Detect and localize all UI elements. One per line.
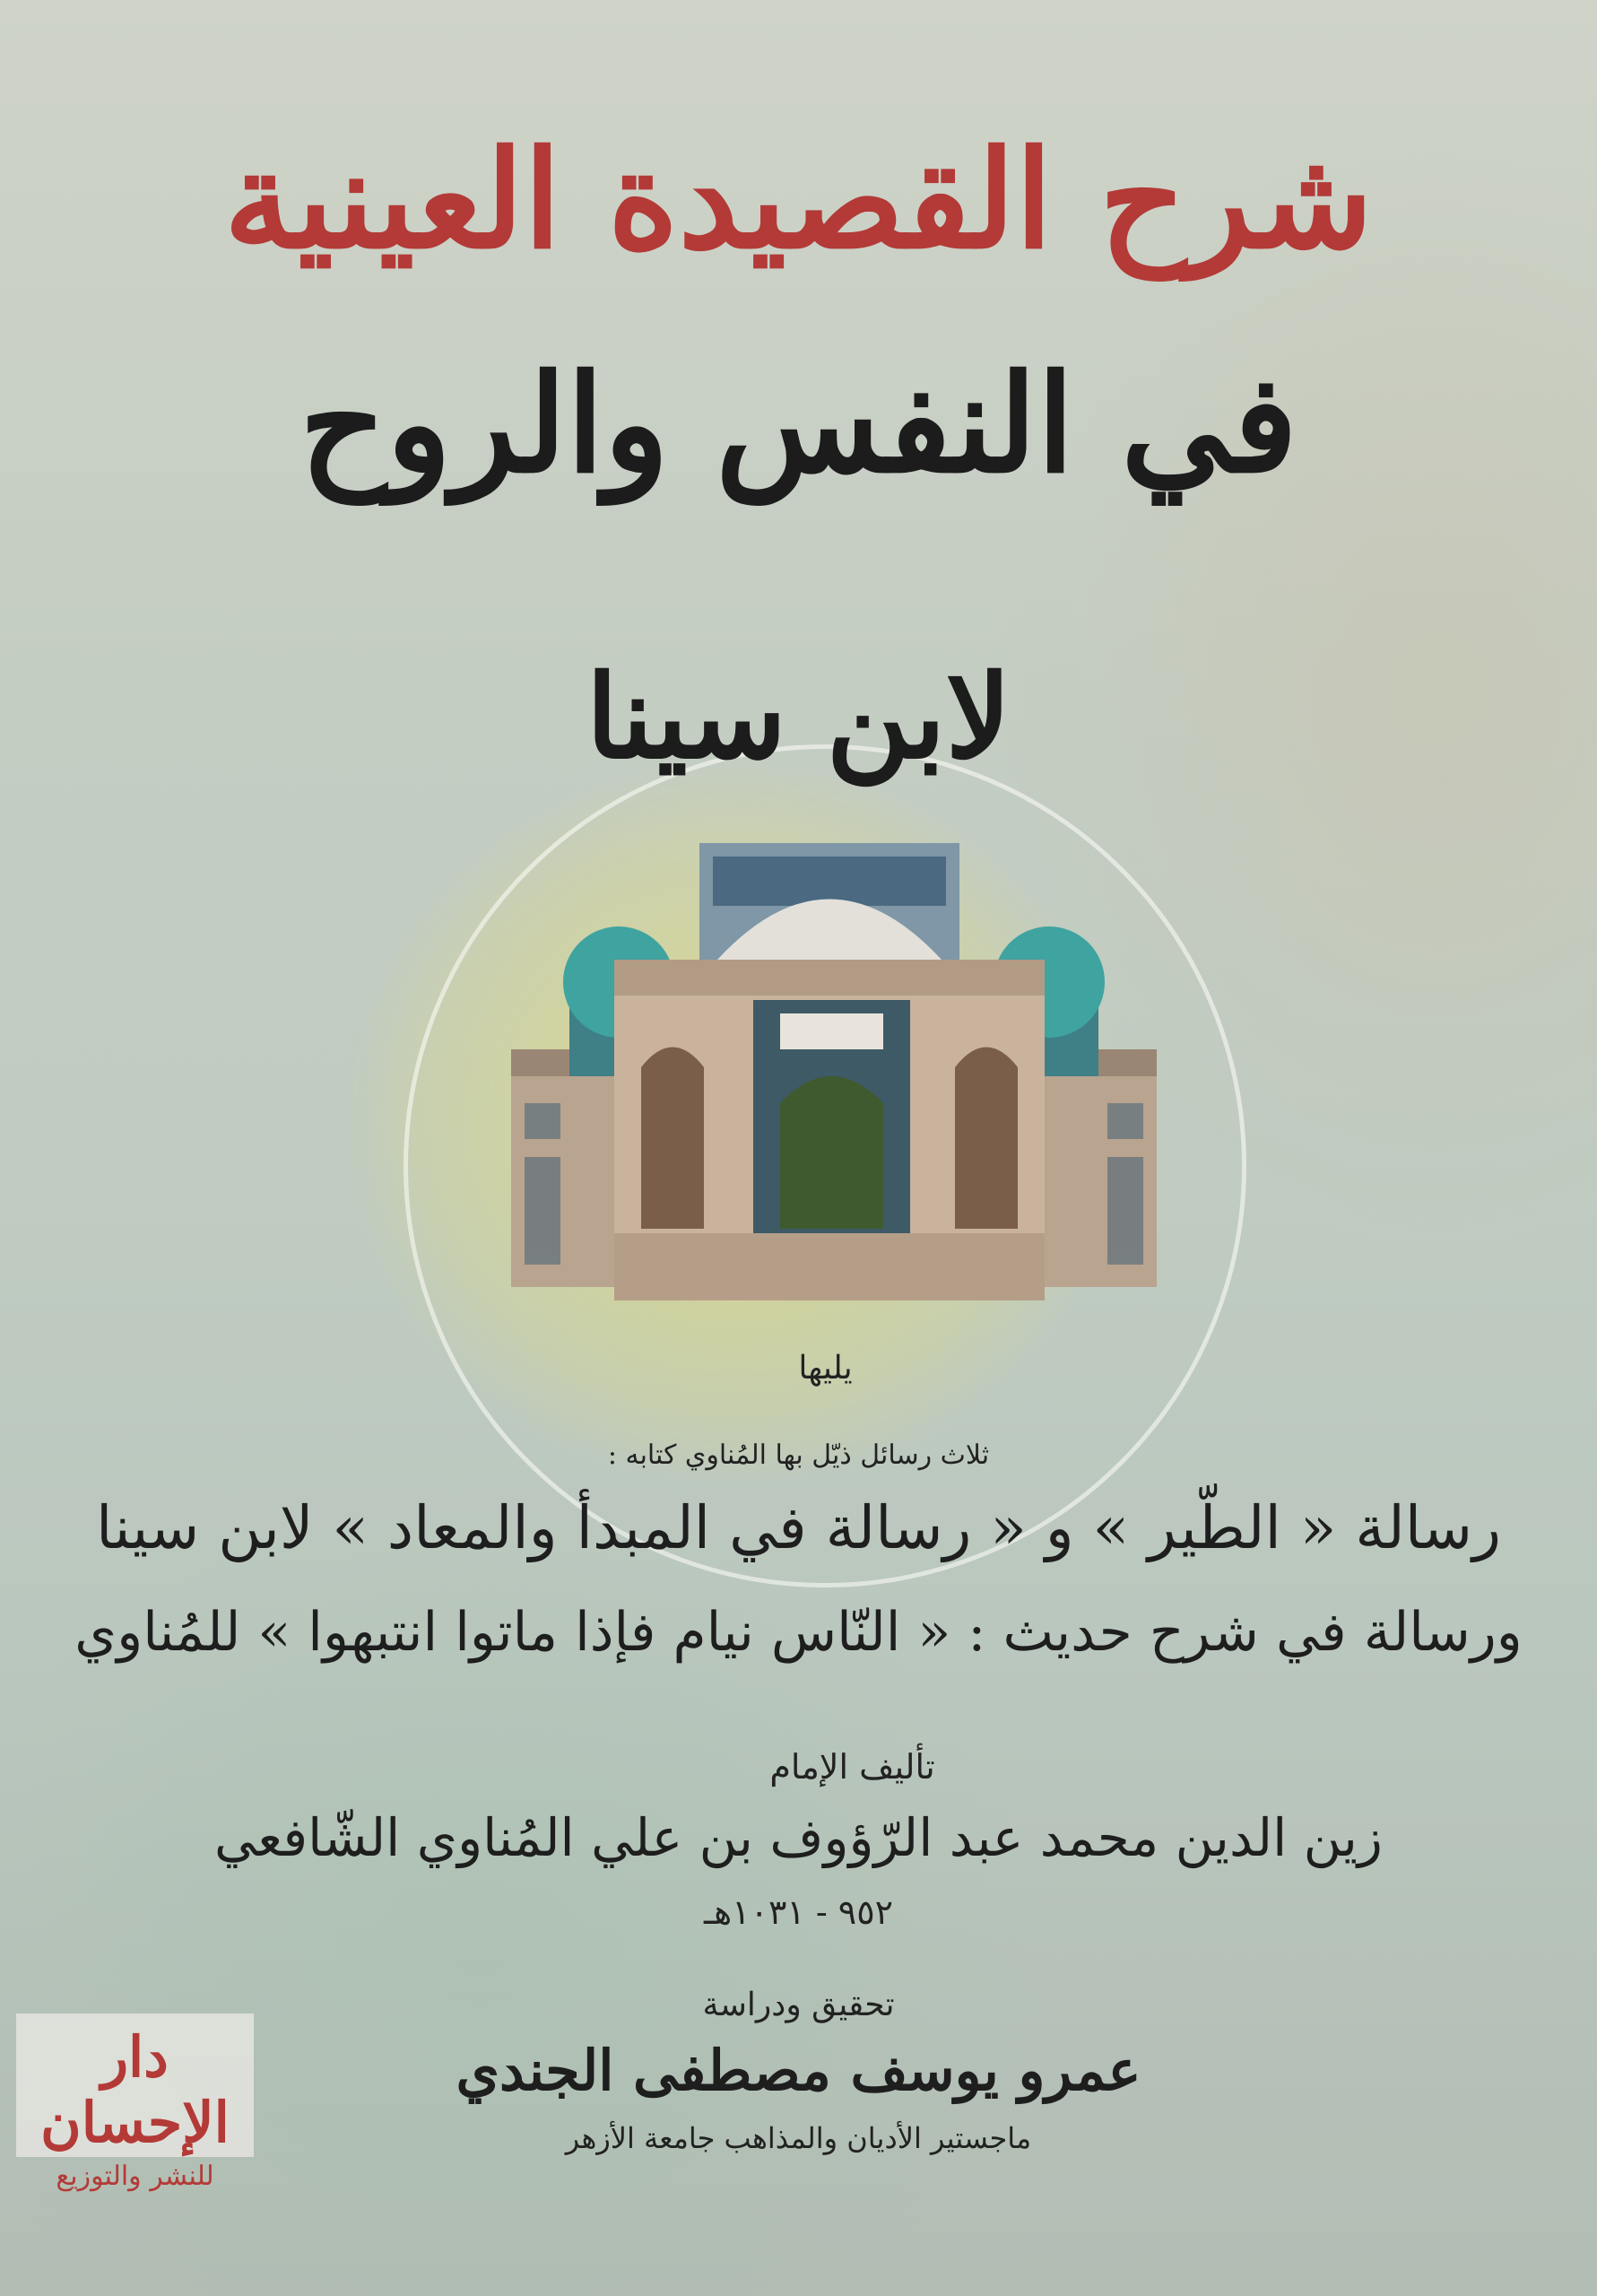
mausoleum-illustration: [511, 834, 1157, 1327]
editor-name: عمرو يوسف مصطفى الجندي: [456, 2038, 1141, 2103]
publisher-logo: [16, 2013, 254, 2192]
author-name: لابن سينا: [586, 650, 1011, 785]
publisher-name: دار الإحسان: [40, 2024, 230, 2155]
contents-line-1: رسالة « الطّير » و « رسالة في المبدأ والمعاد » لابن سينا: [96, 1493, 1501, 1562]
follows-label: يليها: [798, 1350, 853, 1387]
writer-dates: ٩٥٢ - ١٠٣١هـ: [703, 1892, 894, 1932]
title-line-1: شرح القصيدة العينية: [223, 121, 1374, 279]
contents-intro: ثلاث رسائل ذيّل بها المُناوي كتابه :: [607, 1439, 990, 1471]
editor-label: تحقيق ودراسة: [702, 1987, 895, 2023]
contents-line-2: ورسالة في شرح حديث : « النّاس نيام فإذا ماتوا انتبهوا » للمُناوي: [74, 1601, 1523, 1664]
editor-credentials: ماجستير الأديان والمذاهب جامعة الأزهر: [565, 2121, 1032, 2155]
publisher-subtitle: للنشر والتوزيع: [56, 2161, 214, 2192]
title-line-2: في النفس والروح: [299, 345, 1298, 503]
writer-name: زين الدين محمد عبد الرّؤوف بن علي المُناوي الشّافعي: [214, 1807, 1383, 1868]
writer-label: تأليف الإمام: [769, 1747, 935, 1787]
